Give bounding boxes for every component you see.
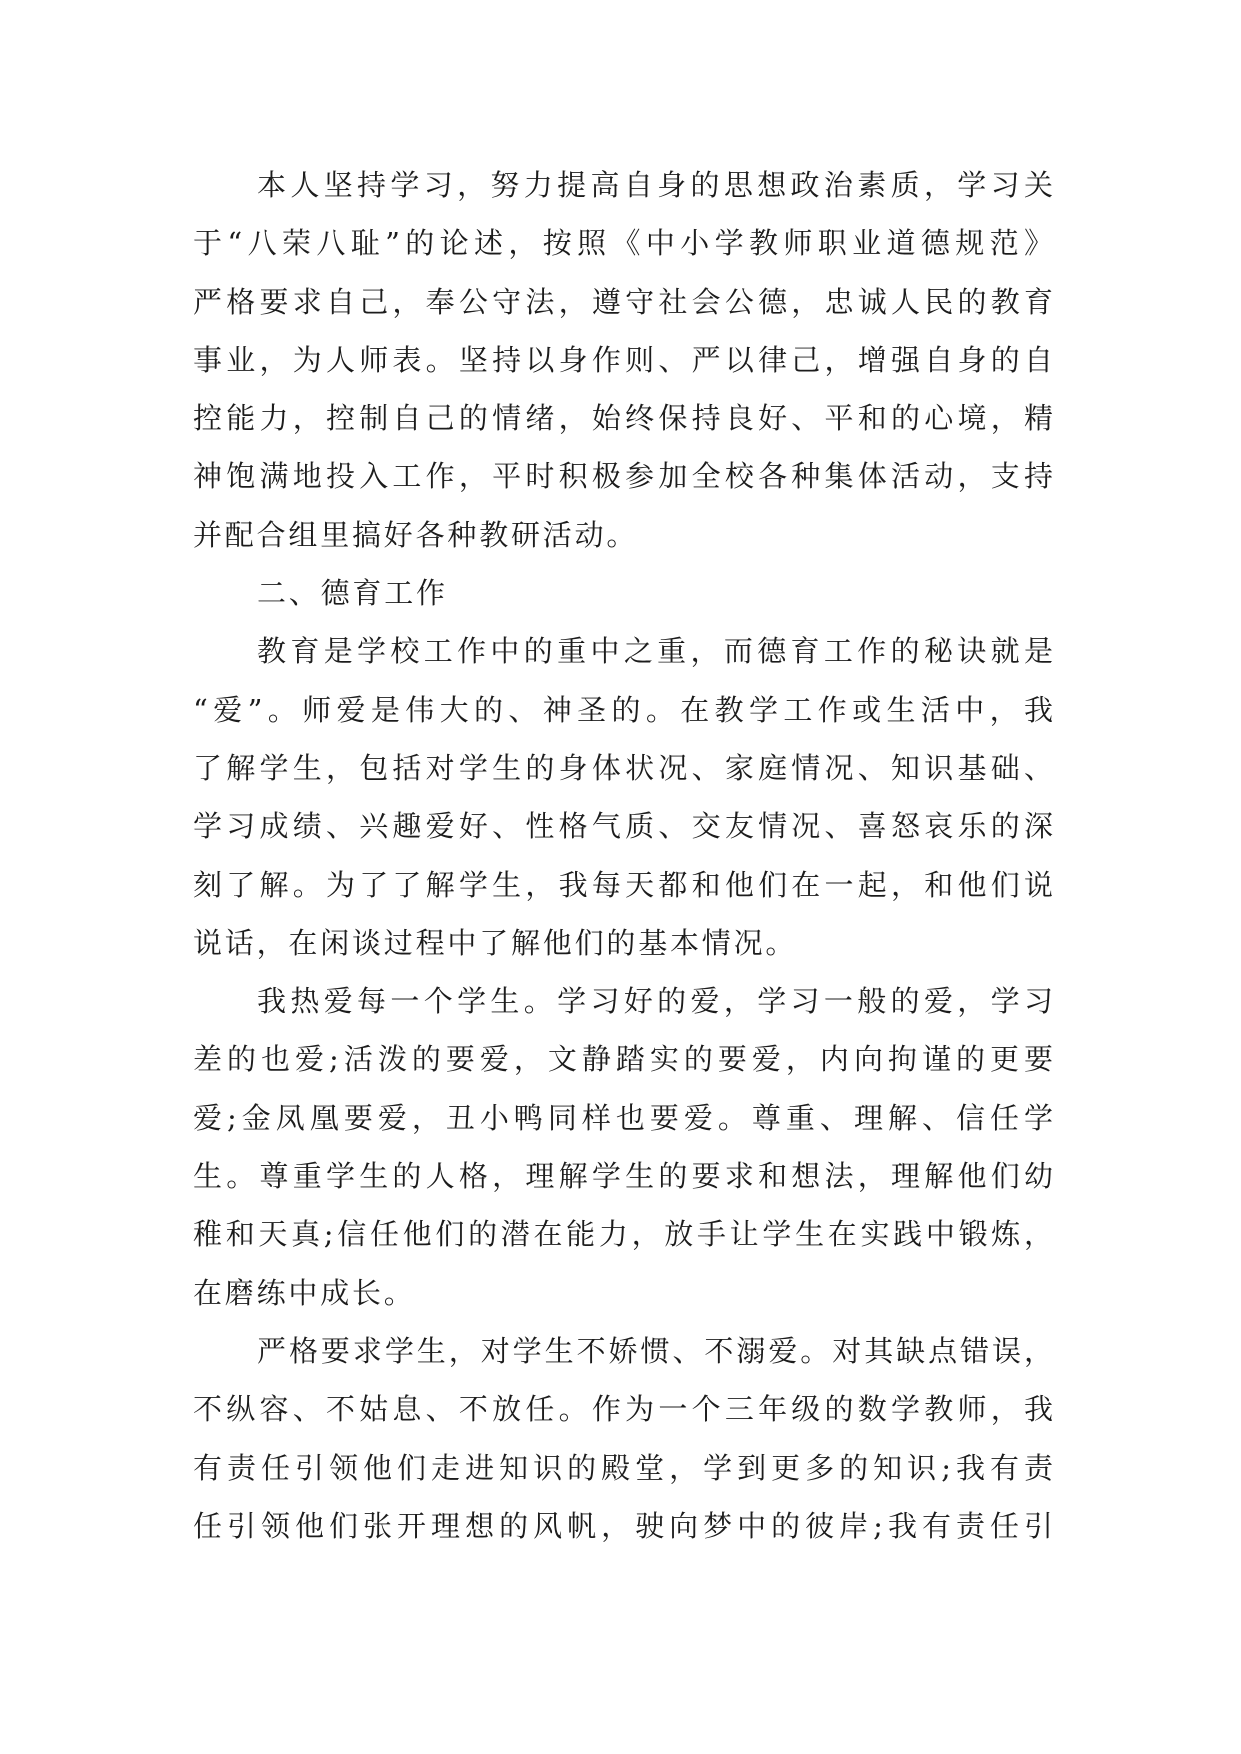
text-line: 不纵容、不姑息、不放任。作为一个三年级的数学教师，我	[193, 1392, 1053, 1427]
text-line: “爱”。师爱是伟大的、神圣的。在教学工作或生活中，我	[193, 692, 1053, 727]
paragraph	[193, 156, 1053, 564]
text-line: 神饱满地投入工作，平时积极参加全校各种集体活动，支持	[193, 459, 1053, 494]
text-line: 刻了解。为了了解学生，我每天都和他们在一起，和他们说	[193, 867, 1053, 902]
text-line: 在磨练中成长。	[193, 1275, 416, 1310]
paragraph	[193, 622, 1053, 972]
text-line: 控能力，控制自己的情绪，始终保持良好、平和的心境，精	[193, 401, 1053, 436]
text-line: 并配合组里搞好各种教研活动。	[193, 517, 639, 552]
paragraph	[193, 972, 1053, 1322]
section-heading: 二、德育工作	[257, 576, 448, 611]
text-line: 稚和天真;信任他们的潜在能力，放手让学生在实践中锻炼，	[193, 1217, 1053, 1252]
text-line: 差的也爱;活泼的要爱，文静踏实的要爱，内向拘谨的更要	[193, 1042, 1053, 1077]
section-heading-block	[193, 564, 1053, 622]
text-line: 严格要求学生，对学生不娇惯、不溺爱。对其缺点错误，	[257, 1333, 1053, 1368]
document-body	[193, 156, 1053, 1555]
text-line: 于“八荣八耻”的论述，按照《中小学教师职业道德规范》	[193, 226, 1053, 261]
text-line: 说话，在闲谈过程中了解他们的基本情况。	[193, 925, 798, 960]
text-line: 学习成绩、兴趣爱好、性格气质、交友情况、喜怒哀乐的深	[193, 809, 1053, 844]
text-line: 有责任引领他们走进知识的殿堂，学到更多的知识;我有责	[193, 1450, 1053, 1485]
text-line: 爱;金凤凰要爱，丑小鸭同样也要爱。尊重、理解、信任学	[193, 1100, 1053, 1135]
text-line: 了解学生，包括对学生的身体状况、家庭情况、知识基础、	[193, 750, 1053, 785]
text-line: 本人坚持学习，努力提高自身的思想政治素质，学习关	[257, 168, 1053, 202]
text-line: 严格要求自己，奉公守法，遵守社会公德，忠诚人民的教育	[193, 284, 1053, 319]
text-line: 我热爱每一个学生。学习好的爱，学习一般的爱，学习	[257, 984, 1053, 1019]
paragraph	[193, 1322, 1053, 1555]
text-line: 任引领他们张开理想的风帆，驶向梦中的彼岸;我有责任引	[193, 1508, 1053, 1543]
text-line: 教育是学校工作中的重中之重，而德育工作的秘诀就是	[257, 634, 1053, 669]
text-line: 生。尊重学生的人格，理解学生的要求和想法，理解他们幼	[193, 1159, 1053, 1194]
text-line: 事业，为人师表。坚持以身作则、严以律己，增强自身的自	[193, 342, 1053, 377]
